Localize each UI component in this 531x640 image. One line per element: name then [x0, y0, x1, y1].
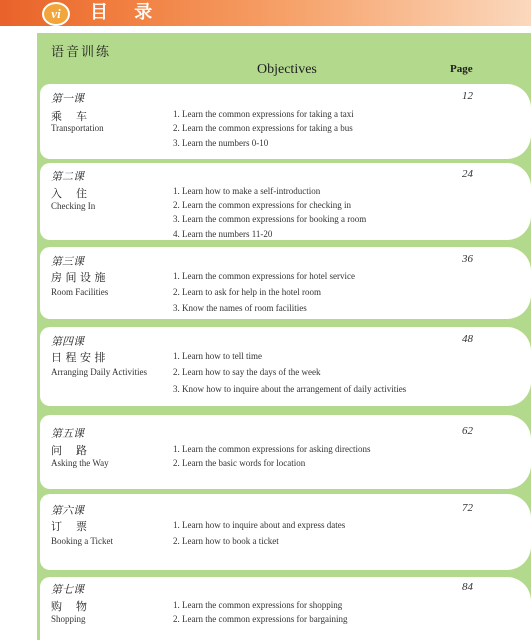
lesson-card-2[interactable]	[40, 163, 531, 240]
lesson-number: 第二课	[51, 170, 84, 183]
page-title: 目 录	[90, 2, 163, 23]
page-number-badge: vi	[42, 2, 70, 26]
lesson-title-zh: 入 住	[51, 187, 87, 200]
lesson-title-en: Asking the Way	[51, 458, 109, 468]
lesson-number: 第一课	[51, 92, 84, 105]
lesson-title-en: Transportation	[51, 123, 104, 133]
lesson-title-en: Shopping	[51, 614, 86, 624]
page-column-header: Page	[450, 63, 473, 75]
lesson-title-zh: 房 间 设 施	[51, 271, 106, 284]
header-band	[0, 0, 531, 26]
objective-item: 1. Learn how to inquire about and express dates	[173, 520, 346, 530]
lesson-number: 第七课	[51, 583, 84, 596]
lesson-title-en: Booking a Ticket	[51, 536, 114, 546]
objective-item: 1. Learn how to make a self-introduction	[173, 186, 321, 196]
lesson-page-number: 48	[462, 333, 473, 345]
lesson-title-en: Room Facilities	[51, 287, 109, 297]
lesson-page-number: 62	[462, 425, 473, 437]
lesson-card-6[interactable]	[40, 494, 531, 570]
lesson-title-zh: 日 程 安 排	[51, 351, 106, 364]
objective-item: 3. Learn the common expressions for booking a room	[173, 214, 367, 224]
lesson-page-number: 12	[462, 90, 473, 102]
lesson-number: 第六课	[51, 504, 84, 517]
lesson-number: 第五课	[51, 427, 84, 440]
lesson-card-1[interactable]	[40, 84, 531, 159]
lesson-title-en: Arranging Daily Activities	[51, 367, 147, 377]
lesson-card-4[interactable]	[40, 327, 531, 406]
lesson-title-zh: 购 物	[51, 600, 87, 613]
objectives-column-header: Objectives	[257, 62, 317, 77]
objective-item: 2. Learn how to book a ticket	[173, 536, 279, 546]
objective-item: 2. Learn the common expressions for bargaining	[173, 614, 348, 624]
lesson-title-zh: 乘 车	[51, 110, 87, 123]
lesson-card-5[interactable]	[40, 415, 531, 489]
lesson-title-en: Checking In	[51, 201, 96, 211]
objective-item: 3. Know the names of room facilities	[173, 303, 307, 313]
objective-item: 2. Learn the common expressions for taking a bus	[173, 123, 353, 133]
objective-item: 3. Know how to inquire about the arrangement of daily activities	[173, 384, 407, 394]
lesson-card-7[interactable]	[40, 577, 531, 640]
objective-item: 2. Learn to ask for help in the hotel room	[173, 287, 321, 297]
objective-item: 1. Learn the common expressions for asking directions	[173, 444, 371, 454]
lesson-title-zh: 订 票	[51, 520, 87, 533]
lesson-page-number: 84	[462, 581, 473, 593]
lesson-page-number: 72	[462, 502, 473, 514]
objective-item: 2. Learn how to say the days of the week	[173, 367, 321, 377]
objective-item: 2. Learn the common expressions for checking in	[173, 200, 351, 210]
objective-item: 4. Learn the numbers 11-20	[173, 229, 273, 239]
objective-item: 1. Learn the common expressions for shopping	[173, 600, 343, 610]
lesson-card-3[interactable]	[40, 247, 531, 319]
objective-item: 1. Learn the common expressions for hotel service	[173, 271, 355, 281]
objective-item: 3. Learn the numbers 0-10	[173, 138, 269, 148]
lesson-number: 第三课	[51, 255, 84, 268]
objective-item: 1. Learn the common expressions for taking a taxi	[173, 109, 354, 119]
lesson-page-number: 36	[462, 253, 473, 265]
objective-item: 1. Learn how to tell time	[173, 351, 262, 361]
section-label: 语音训练	[51, 45, 112, 60]
lesson-title-zh: 问 路	[51, 444, 87, 457]
lesson-page-number: 24	[462, 168, 473, 180]
objective-item: 2. Learn the basic words for location	[173, 458, 306, 468]
lesson-number: 第四课	[51, 335, 84, 348]
